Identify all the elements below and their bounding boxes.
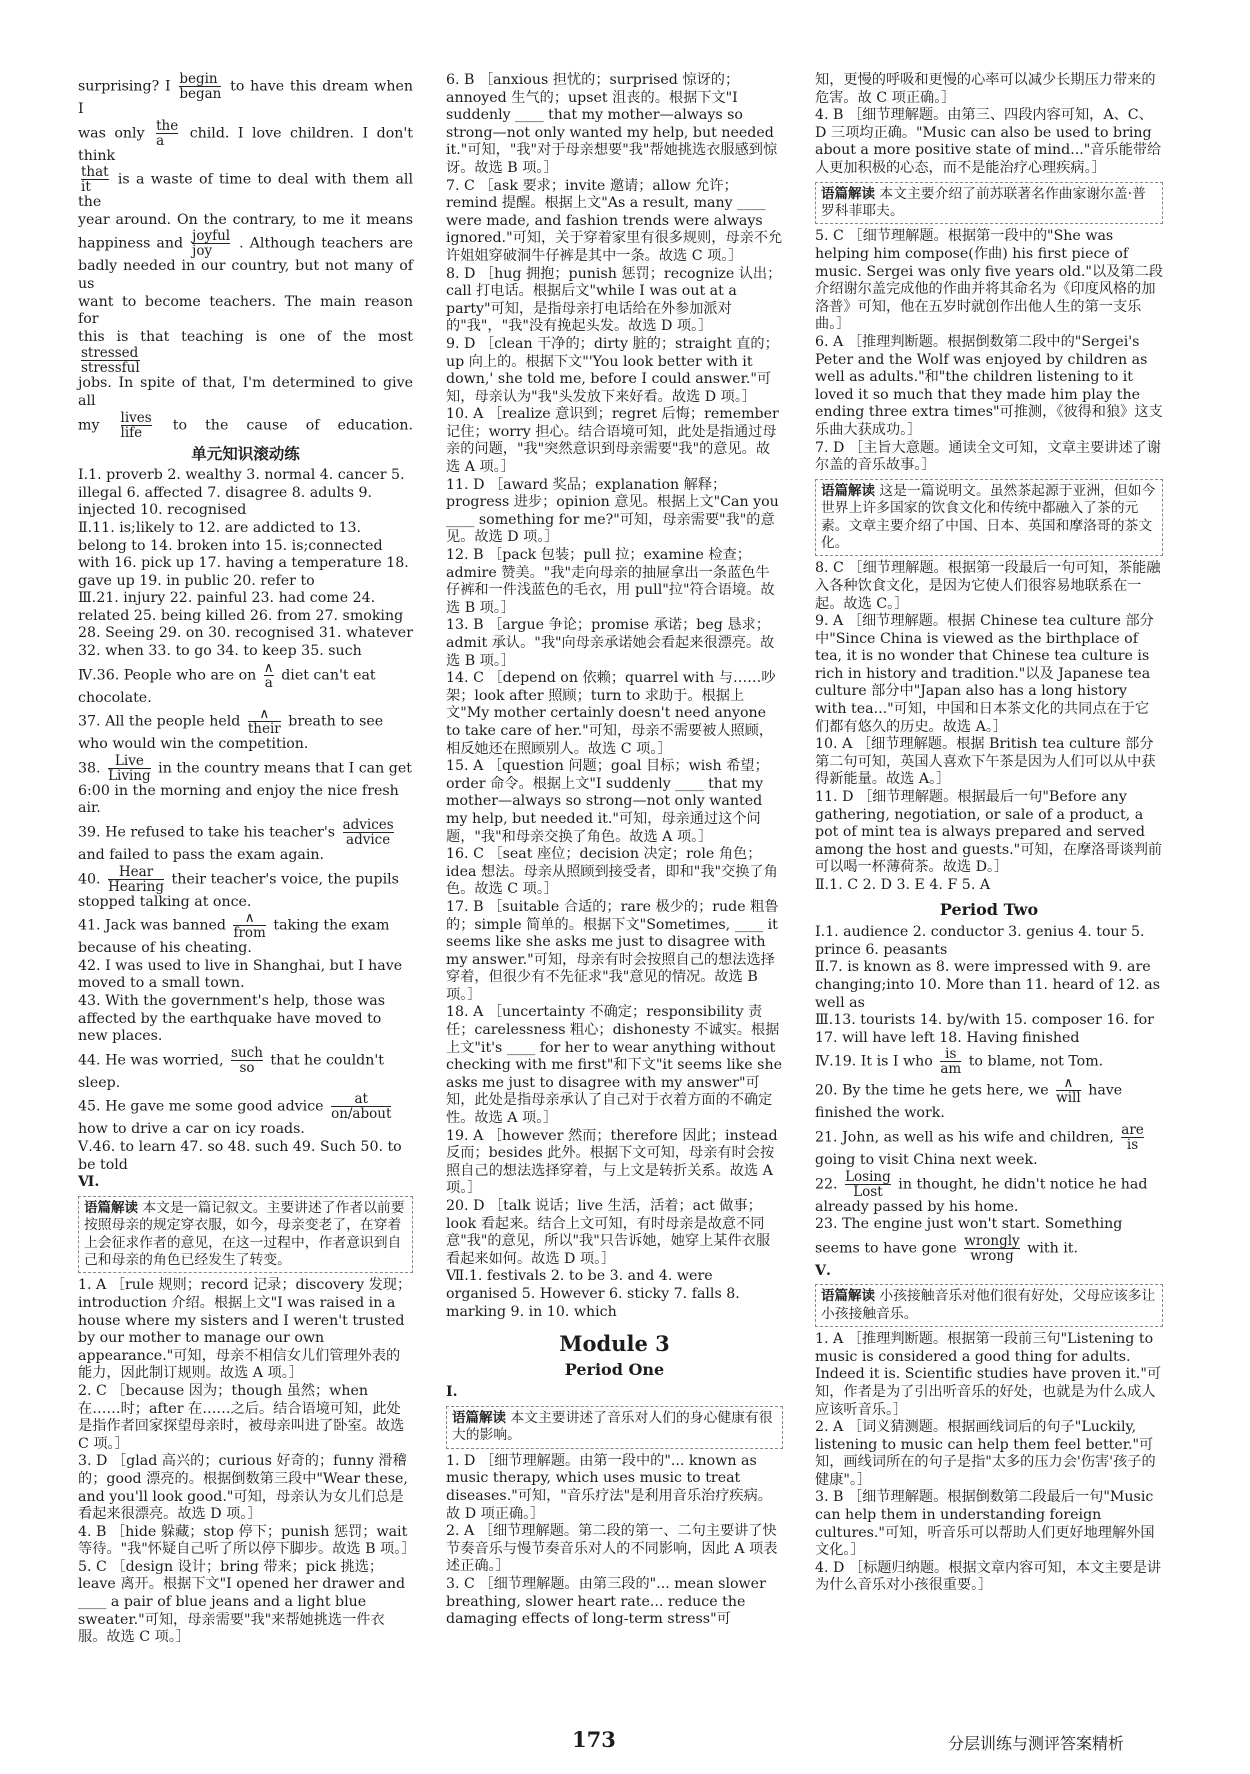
answer-item: 6. A ［推理判断题。根据倒数第二段中的"Sergei's Peter and the Wolf was enjoyed by children as well as adults."和"the children listening to it loved it so much that they made him play the ending three extra times"可推测，《彼得和狼》这支乐曲大获成功。］ (815, 333, 1163, 438)
correction-list (78, 661, 413, 1139)
line-text: year around. On the contrary, to me it means (78, 211, 413, 228)
gist-text: 小孩接触音乐对他们很有好处，父母应该多让小孩接触音乐。 (821, 1288, 1156, 1322)
correct-word: on/about (331, 1106, 392, 1123)
part5-heading: Ⅴ. (815, 1262, 831, 1279)
footer-label: 分层训练与测评答案精析 (948, 1734, 1125, 1753)
answer-item: 4. B ［细节理解题。由第三、四段内容可知，A、C、D 三项均正确。"Music can also be used to bring about a more positive state of mind..."音乐能带给人更加积极的心态，而不是能治疗心理疾病。］ (815, 107, 1162, 176)
line-text: how to drive a car on icy roads. (78, 1121, 305, 1138)
correct-word: joy (192, 243, 213, 260)
answer-item: 3. C ［细节理解题。由第三段的"... mean slower breathing, slower heart rate... reduce the damaging effects of long-term stress"可 (446, 1575, 766, 1628)
line-text: 20. By the time he gets here, we (815, 1082, 1054, 1099)
answer-line: Ⅱ.7. is known as 8. were impressed with 9. are changing;into 10. More than 11. heard of 12. as well as (815, 959, 1161, 1011)
wrong-word: stressed (81, 345, 139, 362)
answer-item: 16. C ［seat 座位；decision 决定；role 角色；idea 想法。母亲从照顾到接受者，即和"我"交换了角色。故选 C 项。］ (446, 846, 778, 898)
correct-word: Hearing (108, 878, 164, 895)
gist-text: 本文是一篇记叙文。主要讲述了作者以前要按照母亲的规定穿衣服，如今，母亲变老了，在穿着上会征求作者的意见，在这一过程中，作者意识到自己和母亲的角色已经发生了转变。 (84, 1199, 405, 1268)
correction-line (78, 911, 413, 958)
correct-word: it (81, 179, 91, 196)
line-text: was only (78, 125, 154, 142)
gist-label: 语篇解读 (821, 1288, 875, 1305)
gist-box (815, 479, 1163, 557)
wrong-word: advices (342, 817, 394, 834)
line-text: 39. He refused to take his teacher's (78, 824, 340, 841)
wrong-word: ∧ (248, 707, 281, 722)
correction-mark (121, 411, 152, 440)
correct-word: is (1126, 1136, 1139, 1153)
correct-word: wrong (970, 1247, 1014, 1264)
answer-item: 9. D ［clean 干净的；dirty 脏的；straight 直的；up 向上的。根据下文"'You look better with it down,' she told me, before I could answer."可知，母亲认为"我"头发放下来好看。故选 D 项。］ (446, 335, 779, 405)
item-list (815, 72, 1163, 178)
wrong-word: Live (108, 754, 151, 769)
page-number: 173 (572, 1727, 616, 1752)
answer-item: 11. D ［细节理解题。根据最后一句"Before any gathering, negotiation, or sale of a product, a pot of mint tea is always prepared and served among the host and guests."可知，在摩洛哥谈判前可以喝一杯薄荷茶。故选 D。］ (815, 789, 1163, 876)
correction-mark (331, 1092, 391, 1121)
line-text: Ⅳ.19. It is I who (815, 1053, 938, 1070)
answer-item: 1. D ［细节理解题。由第一段中的"... known as music therapy, which uses music to treat diseases."可知，"音乐疗法"是利用音乐治疗疾病。故 D 项正确。］ (446, 1452, 772, 1522)
period-title: Period One (564, 1359, 665, 1379)
line-text: diet can't eat chocolate. (78, 667, 376, 706)
answer-part5: Ⅴ.46. to learn 47. so 48. such 49. Such 50. to be told (78, 1138, 402, 1173)
correction-line (815, 1047, 1163, 1076)
correct-word: am (940, 1061, 962, 1078)
correction-line (78, 661, 413, 708)
line-text: 41. Jack was banned (78, 917, 231, 934)
line-text: going to visit China next week. (815, 1151, 1038, 1168)
correction-line (78, 958, 413, 993)
gist-label: 语篇解读 (821, 482, 875, 499)
correct-word: life (120, 424, 143, 441)
part6-heading: Ⅵ. (78, 1174, 100, 1191)
correction-mark (81, 165, 109, 194)
wrong-word: that (81, 164, 109, 181)
line-text: 37. All the people held (78, 713, 245, 730)
wrong-word: ∧ (263, 659, 274, 676)
correct-word: a (264, 674, 273, 691)
line-text: 22. (815, 1176, 843, 1193)
answer-item: 1. A ［推理判断题。根据第一段前三句"Listening to music is considered a good thing for adults. Indeed it is. Scientific studies have proven it."可知，作者是为了引出听音乐的好处，也就是为什么成人应该听音乐。］ (815, 1331, 1162, 1418)
answer-item: 2. A ［细节理解题。第二段的第一、二句主要讲了快节奏音乐与慢节奏音乐对人的不同影响，因此 A 项表述正确。］ (446, 1523, 778, 1575)
answer-item: 5. C ［design 设计；bring 带来；pick 挑选；leave 离开。根据下文"I opened her drawer and ____ a pair of blue jeans and a light blue sweater."可知，母亲需要"我"来帮她挑选一件衣服。故选 C 项。］ (78, 1558, 406, 1646)
wrong-word: at (331, 1092, 391, 1107)
wrong-word: joyful (192, 228, 231, 245)
answer-item: 7. D ［主旨大意题。通读全文可知，文章主要讲述了谢尔盖的音乐故事。］ (815, 439, 1162, 474)
passage-line (78, 375, 413, 410)
correct-word: stressful (81, 360, 140, 377)
correct-word: advice (346, 832, 391, 849)
answer-list (78, 467, 413, 661)
item-list (815, 228, 1163, 474)
correction-mark (233, 911, 265, 940)
answer-item: 10. A ［细节理解题。根据 British tea culture 部分第二句可知，英国人喜欢下午茶是因为人们可以从中获得新能量。故选 A。］ (815, 736, 1156, 788)
line-text: 43. With the government's help, those was affected by the earthquake have moved to new places. (78, 993, 385, 1045)
line-text: to blame, not Tom. (964, 1053, 1104, 1070)
gist-label: 语篇解读 (452, 1409, 506, 1426)
passage-line (78, 212, 413, 230)
column-right (815, 72, 1163, 1595)
correct-word: will (1056, 1090, 1081, 1107)
correction-line (78, 865, 413, 912)
line-text: want to become teachers. The main reason for (78, 293, 413, 328)
correction-line (78, 818, 413, 865)
passage-line (78, 119, 413, 166)
answer-item: 4. D ［标题归纳题。根据文章内容可知，本文主要是讲为什么音乐对小孩很重要。］ (815, 1559, 1162, 1594)
passage-line (78, 72, 413, 119)
passage-line (78, 411, 413, 440)
period-title: Period Two (939, 899, 1039, 919)
answer-line: Ⅰ.1. proverb 2. wealthy 3. normal 4. cancer 5. illegal 6. affected 7. disagree 8. adults 9. injected 10. recognised (78, 467, 405, 519)
gist-label: 语篇解读 (821, 185, 875, 202)
line-text: happiness and (78, 235, 190, 252)
answer-item: 10. A ［realize 意识到；regret 后悔；remember 记住；worry 担心。结合语境可知，此处是指通过母亲的问题，"我"突然意识到母亲需要"我"的意见。故选 A 项。］ (446, 406, 779, 476)
answer-item: 7. C ［ask 要求；invite 邀请；allow 允许；remind 提醒。根据上文"As a result, many ____ were made, and fashion trends were always ignored."可知，关于穿着家里有很多规则，母亲不允许姐姐穿破洞牛仔裤是其中一条。故选 C 项。］ (446, 177, 783, 264)
line-text: is a waste of time to deal with them all the (78, 171, 413, 211)
line-text: 42. I was used to live in Shanghai, but I have moved to a small town. (78, 957, 403, 992)
answer-list (815, 924, 1163, 1047)
item-list (815, 1331, 1163, 1595)
correction-line (78, 707, 413, 754)
line-text: this is that teaching is one of the most (78, 328, 413, 345)
correction-mark (264, 661, 274, 690)
wrong-word: Losing (845, 1168, 891, 1185)
answer-item: 3. B ［细节理解题。根据倒数第二段最后一句"Music can help them in understanding foreign cultures."可知，听音乐可以帮助人们更好地理解外国文化。］ (815, 1489, 1155, 1559)
gist-box (815, 182, 1163, 225)
answer-line: Ⅲ.13. tourists 14. by/with 15. composer 16. for 17. will have left 18. Having finished (815, 1012, 1154, 1046)
correction-mark (343, 818, 394, 847)
correction-line (78, 1046, 413, 1093)
answer-item: 2. C ［because 因为；though 虽然；when 在……时；after 在……之后。结合语境可知，此处是指作者回家探望母亲时，被母亲叫进了卧室。故选 C 项。］ (78, 1382, 405, 1452)
wrong-word: begin (179, 72, 221, 87)
passage-line (78, 329, 413, 376)
correction-mark (81, 346, 140, 375)
answer-item: 6. B ［anxious 担忧的；surprised 惊讶的；annoyed 生气的；upset 沮丧的。根据下文"I suddenly ____ that my mother—always so strong—not only wanted my help, but needed it."可知，"我"对于母亲想要"我"帮她挑选衣服感到惊讶。故选 B 项。］ (446, 72, 778, 176)
gist-box (815, 1284, 1163, 1327)
line-text: child. I love children. I don't think (78, 125, 413, 164)
answer-item: 12. B ［pack 包装；pull 拉；examine 检查；admire 赞美。"我"走向母亲的抽屉拿出一条蓝色牛仔裤和一件浅蓝色的毛衣，用 pull"拉"符合语境。故选 B 项。］ (446, 547, 775, 616)
correction-line (78, 993, 413, 1046)
line-text: 44. He was worried, (78, 1052, 229, 1069)
item-list (446, 1453, 783, 1629)
correct-word: so (239, 1059, 255, 1076)
answer-item: 15. A ［question 问题；goal 目标；wish 希望；order 命令。根据上文"I suddenly ____ that my mother—always so strong—not only wanted my help, but needed it."可知，母亲通过这个问题，"我"和母亲交换了角色。故选 A 项。］ (446, 758, 769, 845)
line-text: jobs. In spite of that, I'm determined to give all (78, 375, 413, 409)
line-text: 21. John, as well as his wife and children, (815, 1129, 1119, 1146)
line-text: Ⅳ.36. People who are on (78, 667, 261, 684)
wrong-word: are (1121, 1121, 1144, 1138)
answer-item: 知，更慢的呼吸和更慢的心率可以减少长期压力带来的危害。故 C 项正确。］ (815, 72, 1156, 106)
line-text: their teacher's voice, the pupils stopped talking at once. (78, 871, 399, 910)
answer-item: 19. A ［however 然而；therefore 因此；instead 反而；besides 此外。根据下文可知，母亲有时会按照自己的想法选择穿着，与上文是转折关系。故选 A 项。］ (446, 1127, 778, 1197)
column-middle (446, 72, 783, 1629)
line-text: in the country means that I can get 6:00 in the morning and enjoy the nice fresh air. (78, 760, 412, 817)
correction-mark (1056, 1076, 1081, 1105)
wrong-word: wrongly (964, 1232, 1020, 1249)
answer-item: 5. C ［细节理解题。根据第一段中的"She was helping him compose(作曲) his first piece of music. Sergei was only five years old."以及第二段介绍谢尔盖完成他的作曲并将其命名为《印度风格的加洛普》可知，他在五岁时就创作出他人生的第一支乐曲。］ (815, 228, 1163, 333)
answer-part2: Ⅱ.1. C 2. D 3. E 4. F 5. A (815, 877, 991, 893)
correct-word: Living (108, 767, 151, 784)
line-text: with it. (1022, 1240, 1078, 1257)
line-text: taking the exam because of his cheating. (78, 917, 390, 957)
correct-word: began (179, 86, 222, 102)
wrong-word: is (940, 1047, 961, 1062)
wrong-word: the (156, 117, 179, 134)
line-text: my (78, 417, 118, 434)
answer-line: Ⅲ.21. injury 22. painful 23. had come 24. related 25. being killed 26. from 27. smoking 28. Seeing 29. on 30. recognised 31. whatever 32. when 33. to go 34. to keep 35. such (78, 590, 413, 660)
line-text: that he couldn't sleep. (78, 1052, 384, 1091)
answer-item: 14. C ［depend on 依赖；quarrel with 与……吵架；look after 照顾；turn to 求助于。根据上文"My mother certainly doesn't need anyone to take care of her."可知，母亲不需要被人照顾，相反她还在照顾别人。故选 C 项。］ (446, 670, 776, 757)
gist-box (446, 1406, 783, 1449)
part1-heading: Ⅰ. (446, 1384, 458, 1401)
item-list (446, 72, 783, 1268)
answer-item: 18. A ［uncertainty 不确定；responsibility 责任；carelessness 粗心；dishonesty 不诚实。根据上文"it's ____ for her to wear anything without checking with me first"和下文"it seems like she asks me just to disagree with my answer"可知，此处是指母亲承认了自己对于衣着方面的不确定性。故选 A 项。］ (446, 1004, 782, 1127)
line-text: and failed to pass the exam again. (78, 847, 325, 864)
correction-mark (192, 229, 230, 258)
correct-word: Lost (853, 1183, 883, 1200)
line-text: 45. He gave me some good advice (78, 1098, 329, 1115)
answer-item: 11. D ［award 奖品；explanation 解释；progress 进步；opinion 意见。根据上文"Can you ____ something for me?"可知，母亲需要"我"的意见。故选 D 项。］ (446, 476, 779, 546)
correction-mark (1121, 1123, 1144, 1152)
line-text: 38. (78, 760, 106, 777)
answer-item: 4. B ［hide 躲藏；stop 停下；punish 惩罚；wait 等待。"我"怀疑自己听了所以停下脚步。故选 B 项。］ (78, 1523, 416, 1558)
item-list (78, 1277, 416, 1646)
answer-part7: Ⅶ.1. festivals 2. to be 3. and 4. were organised 5. However 6. sticky 7. falls 8. marking 9. in 10. which (446, 1268, 740, 1320)
line-text: to the cause of education. (154, 417, 413, 434)
gist-text: 本文主要介绍了前苏联著名作曲家谢尔盖·普罗科菲耶夫。 (821, 185, 1146, 219)
answer-item: 3. D ［glad 高兴的；curious 好奇的；funny 滑稽的；good 漂亮的。根据倒数第三段中"Wear these, and you'll look good."可知，母亲认为女儿们总是看起来很漂亮。故选 D 项。］ (78, 1453, 408, 1523)
correction-line (815, 1170, 1163, 1217)
line-text: surprising? I (78, 78, 177, 95)
wrong-word: Hear (108, 865, 164, 880)
answer-item: 17. B ［suitable 合适的；rare 极少的；rude 粗鲁的；simple 简单的。根据下文"Sometimes, ____ it seems like she asks me just to disagree with my answer."可知，母亲有时会按照自己的想法选择穿着，但很少有不先征求"我"意见的情况。故选 B 项。］ (446, 898, 779, 1003)
correction-mark (179, 72, 221, 101)
wrong-word: ∧ (1056, 1076, 1081, 1091)
correction-line (815, 1216, 1163, 1263)
correction-line (815, 1076, 1163, 1123)
line-text: . Although teachers are (233, 235, 413, 252)
correction-mark (156, 119, 178, 148)
passage-line (78, 165, 413, 212)
gist-box (78, 1196, 413, 1274)
correction-line (78, 1092, 413, 1139)
answer-item: 8. C ［细节理解题。根据第一段最后一句可知，茶能融入各种饮食文化，是因为它使人们很容易地联系在一起。故选 C。］ (815, 560, 1161, 612)
passage-line (78, 229, 413, 258)
answer-item: 1. A ［rule 规则；record 记录；discovery 发现；introduction 介绍。根据上文"I was raised in a house where my sisters and I weren't trusted by our mother to manage our own appearance."可知，母亲不相信女儿们管理外表的能力，因此制订规则。故选 A 项。］ (78, 1277, 412, 1382)
correction-list (815, 1047, 1163, 1262)
correction-mark (108, 754, 151, 783)
answer-item: 13. B ［argue 争论；promise 承诺；beg 恳求；admit 承认。"我"向母亲承诺她会看起来很漂亮。故选 B 项。］ (446, 617, 775, 669)
line-text: in thought, he didn't notice he had already passed by his home. (815, 1176, 1148, 1215)
wrong-word: such (231, 1044, 263, 1061)
correction-mark (845, 1170, 891, 1199)
line-text: 40. (78, 871, 106, 888)
correction-line (78, 754, 413, 818)
passage-line (78, 294, 413, 329)
item-list (815, 560, 1163, 877)
column-left (78, 71, 416, 1647)
line-text: breath to see who would win the competition. (78, 713, 384, 753)
gist-label: 语篇解读 (84, 1199, 138, 1216)
correct-word: their (247, 721, 281, 738)
passage-line (78, 258, 413, 293)
correct-word: from (233, 925, 266, 942)
correction-mark (964, 1234, 1019, 1263)
answer-item: 2. A ［词义猜测题。根据画线词后的句子"Luckily, listening to music can help them feel better."可知，画线词所在的句子是指"太多的压力会'伤害'孩子的健康"。］ (815, 1419, 1156, 1488)
answer-item: 20. D ［talk 说话；live 生活，活着；act 做事；look 看起来。结合上文可知，有时母亲是故意不同意"我"的意见，所以"我"只告诉她，她穿上某件衣服看起来如何。故选 D 项。］ (446, 1198, 771, 1267)
correction-mark (108, 865, 164, 894)
gist-text: 本文主要讲述了音乐对人们的身心健康有很大的影响。 (452, 1409, 773, 1444)
section-title: 单元知识滚动练 (191, 444, 300, 463)
line-text: have finished the work. (815, 1082, 1123, 1122)
correct-word: a (156, 132, 165, 149)
correction-mark (231, 1046, 263, 1075)
line-text: 23. The engine just won't start. Something seems to have gone (815, 1216, 1123, 1257)
line-text: to have this dream when I (78, 78, 413, 117)
correction-line (815, 1123, 1163, 1170)
module-title: Module 3 (559, 1331, 670, 1357)
wrong-word: ∧ (233, 911, 265, 926)
correction-mark (248, 707, 281, 736)
correction-mark (940, 1047, 961, 1076)
line-text: badly needed in our country, but not many of us (78, 258, 413, 292)
answer-line: Ⅱ.11. is;likely to 12. are addicted to 13. belong to 14. broken into 15. is;connected with 16. pick up 17. having a temperature 18. gave up 19. in public 20. refer to (78, 519, 409, 589)
passage-corrections (78, 72, 413, 440)
answer-item: 8. D ［hug 拥抱；punish 惩罚；recognize 认出；call 打电话。根据后文"while I was out at a party"可知，是指母亲打电话给在外参加派对的"我"，"我"没有挽起头发。故选 D 项。］ (446, 265, 782, 335)
answer-item: 9. A ［细节理解题。根据 Chinese tea culture 部分中"Since China is viewed as the birthplace of tea, it is no wonder that Chinese tea culture is rich in history and tradition."以及 Japanese tea culture 部分中"Japan also has a long history with tea..."可知，中国和日本茶文化的共同点在于它们都有悠久的历史。故选 A。］ (815, 613, 1154, 735)
gist-text: 这是一篇说明文。虽然茶起源于亚洲，但如今世界上许多国家的饮食文化和传统中都融入了茶的元素。文章主要介绍了中国、日本、英国和摩洛哥的茶文化。 (821, 482, 1156, 551)
wrong-word: lives (120, 409, 152, 426)
answer-line: Ⅰ.1. audience 2. conductor 3. genius 4. tour 5. prince 6. peasants (815, 924, 1145, 958)
